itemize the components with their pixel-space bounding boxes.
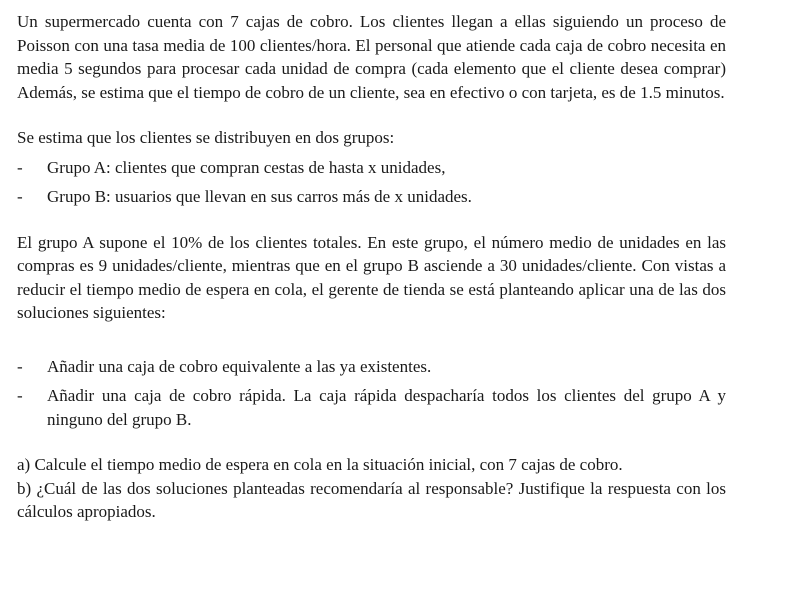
list-dash: - [17,187,23,206]
groups-intro: Se estima que los clientes se distribuyen en dos grupos: [17,128,395,147]
question-b: b) ¿Cuál de las dos soluciones planteadas recomendaría al responsable? Justifique la respuesta con los cálculos apropiados. [17,478,726,521]
list-item-group-a [17,156,726,180]
list-item-text: Añadir una caja de cobro rápida. La caja rápida despacharía todos los clientes del grupo A y ninguno del grupo B. [47,386,726,429]
question-a: a) Calcule el tiempo medio de espera en cola en la situación inicial, con 7 cajas de cobro. [17,455,623,474]
list-item-solution-2 [17,384,726,431]
list-dash: - [17,356,23,376]
list-item-text: Grupo A: clientes que compran cestas de hasta x unidades, [47,157,446,177]
intro-paragraph: Un supermercado cuenta con 7 cajas de cobro. Los clientes llegan a ellas siguiendo un proceso de Poisson con una tasa media de 100 clientes/hora. El personal que atiende cada caja de cobro necesita en media 5 segundos para procesar cada unidad de compra (cada elemento que el cliente desea comprar) Además, se estima que el tiempo de cobro de un cliente, sea en efectivo o con tarjeta, es de 1.5 minutos. [17,12,726,102]
list-item-text: Añadir una caja de cobro equivalente a las ya existentes. [47,356,432,376]
list-item-group-b [17,185,726,209]
list-item-text: Grupo B: usuarios que llevan en sus carros más de x unidades. [47,187,472,206]
group-details-paragraph: El grupo A supone el 10% de los clientes totales. En este grupo, el número medio de unidades en las compras es 9 unidades/cliente, mientras que en el grupo B asciende a 30 unidades/cliente. Con vistas a reducir el tiempo medio de espera en cola, el gerente de tienda se está planteando aplicar una de las dos soluciones siguientes: [17,232,726,322]
list-item-solution-1 [17,355,726,379]
list-dash: - [17,157,23,177]
list-dash: - [17,386,23,405]
problem-statement [17,10,726,524]
